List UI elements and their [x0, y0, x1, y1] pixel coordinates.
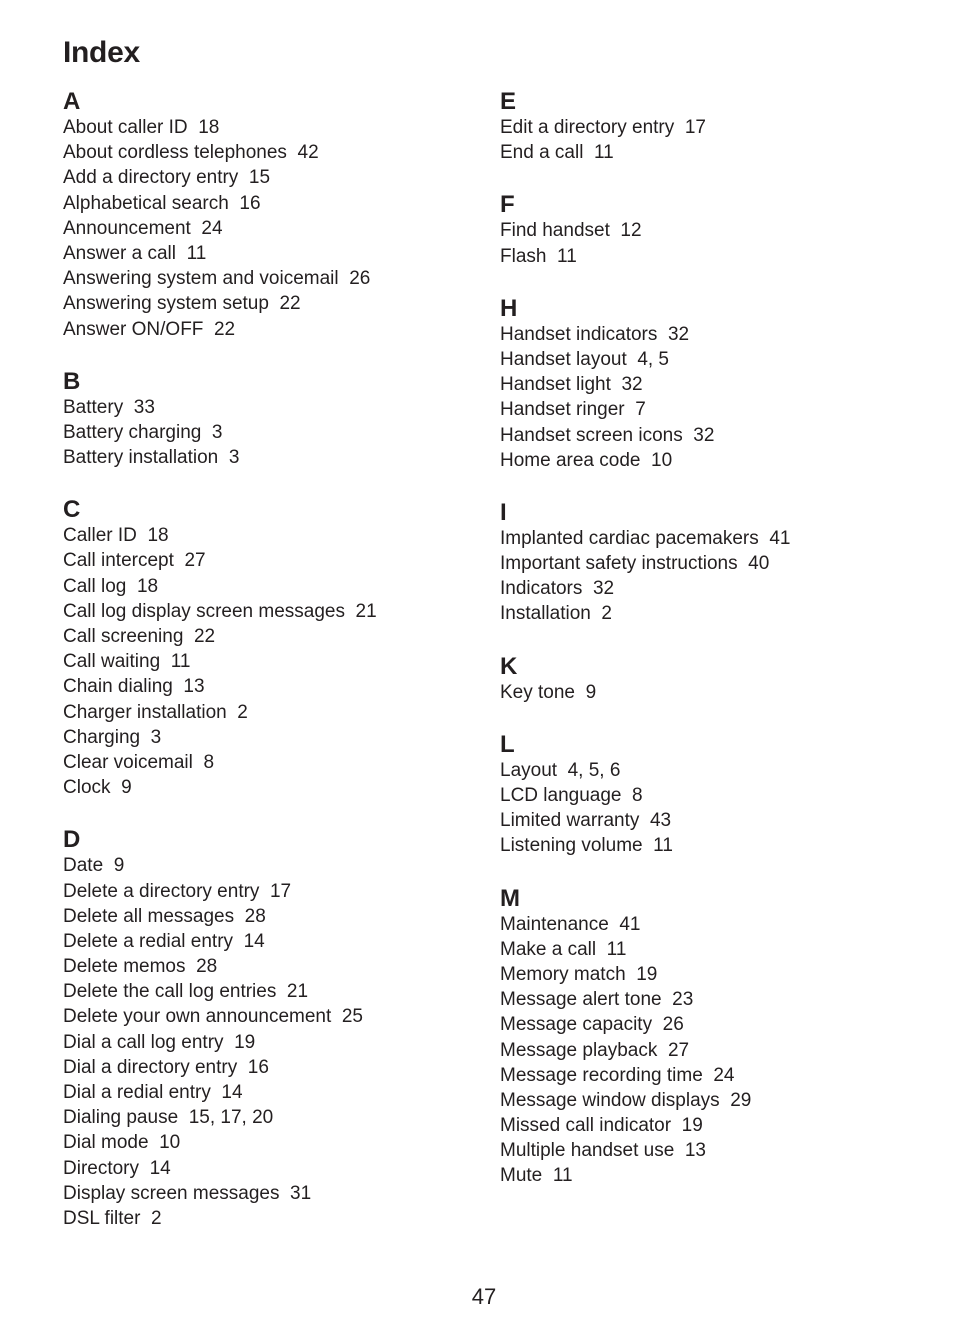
entry-page-ref: 3 [211, 421, 223, 443]
entry-page-ref: 11 [653, 835, 673, 857]
entry-page-ref: 19 [681, 1115, 703, 1137]
index-entry [63, 445, 463, 470]
entry-topic: Layout [500, 759, 558, 781]
page-number: 47 [471, 1284, 497, 1309]
entry-page-ref: 27 [667, 1039, 690, 1061]
entry-page-ref: 11 [594, 142, 614, 164]
entry-list [500, 322, 900, 473]
entry-topic: Make a call [500, 938, 597, 960]
entry-topic: DSL filter [63, 1207, 141, 1229]
entry-topic: Message window displays [500, 1089, 720, 1111]
index-entry [500, 1113, 900, 1138]
entry-page-ref: 18 [147, 525, 169, 547]
entry-topic: About cordless telephones [63, 142, 287, 164]
entry-page-ref: 3 [150, 726, 162, 748]
section-letter: I [500, 498, 507, 526]
entry-topic: Find handset [500, 220, 610, 242]
index-entry [500, 1163, 900, 1188]
entry-topic: Dial a redial entry [63, 1082, 211, 1103]
entry-topic: Delete a directory entry [63, 880, 260, 902]
entry-topic: Message capacity [500, 1014, 653, 1036]
index-entry [63, 649, 463, 674]
index-entry [500, 218, 900, 243]
index-entry [63, 904, 463, 929]
entry-page-ref: 7 [635, 399, 646, 421]
index-entry [63, 700, 463, 725]
entry-topic: Dial a directory entry [63, 1056, 238, 1078]
entry-list [500, 758, 900, 859]
index-section-f [500, 191, 900, 268]
entry-topic: Limited warranty [500, 810, 640, 832]
entry-topic: Directory [63, 1157, 140, 1179]
entry-page-ref: 21 [286, 981, 309, 1003]
index-entry [63, 599, 463, 624]
entry-page-ref: 42 [297, 142, 319, 164]
index-section-m [500, 885, 900, 1189]
entry-page-ref: 13 [684, 1140, 706, 1162]
entry-topic: Maintenance [500, 913, 609, 935]
entry-page-ref: 31 [290, 1182, 312, 1204]
index-entry [63, 216, 463, 241]
index-entry [63, 624, 463, 649]
index-entry [63, 140, 463, 165]
entry-page-ref: 26 [662, 1014, 684, 1036]
entry-page-ref: 29 [730, 1089, 752, 1111]
entry-topic: Caller ID [63, 525, 137, 547]
index-entry [500, 115, 900, 140]
entry-topic: Message alert tone [500, 989, 662, 1011]
entry-page-ref: 18 [198, 117, 220, 138]
index-entry [63, 1181, 463, 1206]
entry-page-ref: 14 [243, 930, 265, 952]
entry-page-ref: 32 [693, 424, 715, 446]
index-entry [500, 1138, 900, 1163]
index-entry [63, 395, 463, 420]
section-letter: F [500, 191, 515, 219]
index-entry [63, 115, 463, 140]
entry-page-ref: 16 [247, 1056, 269, 1078]
index-entry [500, 576, 900, 601]
entry-topic: Home area code [500, 449, 641, 471]
index-entry [500, 322, 900, 347]
index-entry [63, 853, 463, 878]
index-entry [63, 879, 463, 904]
entry-topic: Handset screen icons [500, 424, 683, 446]
index-entry [500, 758, 900, 783]
entry-topic: Delete the call log entries [63, 981, 277, 1003]
entry-topic: Answering system and voicemail [63, 268, 339, 290]
entry-page-ref: 28 [196, 956, 218, 978]
entry-topic: Battery installation [63, 447, 219, 469]
entry-page-ref: 11 [170, 651, 191, 673]
entry-page-ref: 27 [184, 550, 206, 572]
entry-page-ref: 21 [355, 600, 377, 622]
index-entry [500, 244, 900, 269]
index-entry [500, 601, 900, 626]
entry-topic: Handset layout [500, 348, 627, 370]
entry-topic: About caller ID [63, 117, 188, 138]
index-section-h [500, 295, 900, 473]
index-entry [63, 548, 463, 573]
entry-page-ref: 33 [133, 396, 155, 418]
index-entry [63, 420, 463, 445]
index-entry [63, 291, 463, 316]
index-entry [63, 954, 463, 979]
entry-list [500, 526, 900, 627]
index-section-i [500, 499, 900, 627]
entry-page-ref: 25 [341, 1006, 363, 1028]
index-entry [63, 523, 463, 548]
entry-topic: Flash [500, 245, 547, 267]
entry-page-ref: 8 [203, 751, 215, 773]
entry-topic: Answer ON/OFF [63, 318, 204, 340]
entry-topic: Indicators [500, 578, 583, 600]
entry-topic: Battery [63, 396, 124, 418]
entry-topic: Key tone [500, 681, 575, 703]
entry-page-ref: 19 [234, 1031, 256, 1053]
entry-page-ref: 24 [713, 1064, 735, 1086]
entry-page-ref: 9 [113, 855, 125, 877]
index-section-e [500, 88, 900, 165]
entry-page-ref: 11 [186, 242, 207, 264]
index-entry [500, 140, 900, 165]
entry-list [500, 680, 900, 705]
entry-page-ref: 23 [672, 989, 694, 1011]
index-entry [500, 1038, 900, 1063]
entry-topic: Battery charging [63, 421, 202, 443]
index-entry [500, 962, 900, 987]
index-entry [500, 783, 900, 808]
index-entry [63, 674, 463, 699]
section-letter: H [500, 294, 518, 322]
entry-topic: Handset light [500, 374, 611, 396]
entry-topic: Handset ringer [500, 399, 625, 421]
index-entry [500, 1012, 900, 1037]
entry-page-ref: 10 [651, 449, 673, 471]
entry-topic: Add a directory entry [63, 167, 239, 189]
section-letter: D [63, 826, 81, 854]
entry-topic: Dialing pause [63, 1107, 179, 1129]
entry-topic: Installation [500, 603, 591, 625]
page-title: Index [63, 36, 140, 69]
entry-topic: Call log [63, 575, 127, 597]
index-entry [63, 1055, 463, 1080]
entry-page-ref: 19 [636, 963, 658, 985]
entry-topic: Charging [63, 726, 141, 748]
entry-topic: LCD language [500, 785, 622, 806]
entry-topic: Delete your own announcement [63, 1006, 332, 1028]
index-entry [63, 574, 463, 599]
entry-list [500, 115, 900, 165]
entry-topic: Missed call indicator [500, 1115, 672, 1137]
entry-page-ref: 32 [621, 374, 643, 396]
entry-topic: Call log display screen messages [63, 600, 345, 622]
index-entry [63, 1105, 463, 1130]
index-entry [63, 165, 463, 190]
index-entry [63, 1004, 463, 1029]
entry-list [63, 115, 463, 342]
index-entry [500, 372, 900, 397]
section-letter: C [63, 496, 81, 524]
entry-page-ref: 4, 5, 6 [567, 759, 621, 781]
entry-topic: Mute [500, 1165, 543, 1187]
entry-page-ref: 12 [620, 220, 642, 242]
entry-topic: Clock [63, 777, 111, 799]
entry-page-ref: 26 [349, 268, 371, 290]
entry-page-ref: 9 [585, 681, 597, 703]
entry-page-ref: 4, 5 [637, 348, 670, 370]
index-entry [63, 191, 463, 216]
index-entry [63, 1080, 463, 1105]
index-entry [63, 266, 463, 291]
entry-list [500, 218, 900, 268]
entry-page-ref: 41 [769, 527, 791, 549]
entry-page-ref: 2 [601, 603, 612, 625]
index-entry [500, 526, 900, 551]
entry-topic: Dial mode [63, 1132, 149, 1154]
section-letter: B [63, 367, 81, 395]
entry-topic: Clear voicemail [63, 751, 193, 773]
entry-page-ref: 10 [159, 1132, 181, 1154]
index-section-b [63, 368, 463, 471]
entry-topic: Dial a call log entry [63, 1031, 224, 1053]
entry-page-ref: 41 [619, 913, 641, 935]
entry-page-ref: 15, 17, 20 [188, 1107, 274, 1129]
entry-topic: Display screen messages [63, 1182, 280, 1204]
entry-topic: Date [63, 855, 104, 877]
entry-page-ref: 3 [228, 447, 240, 469]
section-letter: A [63, 88, 81, 115]
entry-page-ref: 32 [667, 323, 690, 345]
index-entry [500, 987, 900, 1012]
entry-page-ref: 22 [279, 293, 301, 315]
index-entry [500, 347, 900, 372]
index-entry [500, 551, 900, 576]
entry-page-ref: 2 [151, 1207, 162, 1229]
entry-page-ref: 28 [244, 905, 266, 927]
index-entry [500, 680, 900, 705]
entry-page-ref: 17 [684, 117, 706, 138]
entry-topic: Alphabetical search [63, 192, 229, 214]
entry-topic: Call intercept [63, 550, 174, 572]
entry-page-ref: 11 [606, 938, 627, 960]
entry-page-ref: 40 [748, 553, 770, 575]
entry-page-ref: 13 [183, 676, 205, 698]
entry-list [500, 912, 900, 1189]
entry-page-ref: 2 [237, 701, 248, 723]
entry-topic: Answering system setup [63, 293, 269, 315]
index-column-left [63, 88, 463, 1257]
entry-topic: Implanted cardiac pacemakers [500, 527, 759, 549]
index-entry [63, 1130, 463, 1155]
entry-topic: Charger installation [63, 701, 227, 723]
index-entry [63, 317, 463, 342]
entry-page-ref: 14 [149, 1157, 171, 1179]
entry-page-ref: 11 [552, 1165, 573, 1187]
entry-page-ref: 18 [136, 575, 159, 597]
entry-topic: Delete memos [63, 956, 186, 978]
index-entry [500, 448, 900, 473]
index-entry [500, 808, 900, 833]
entry-topic: Message playback [500, 1039, 658, 1061]
index-entry [63, 1206, 463, 1231]
index-entry [63, 1156, 463, 1181]
entry-topic: End a call [500, 142, 584, 164]
index-entry [63, 979, 463, 1004]
section-letter: L [500, 730, 515, 758]
index-entry [500, 1088, 900, 1113]
entry-list [63, 395, 463, 471]
section-letter: M [500, 884, 520, 912]
entry-page-ref: 16 [239, 192, 261, 214]
entry-page-ref: 14 [221, 1082, 243, 1103]
entry-page-ref: 9 [121, 777, 132, 799]
entry-page-ref: 8 [632, 785, 643, 806]
index-section-a [63, 88, 463, 342]
entry-topic: Delete all messages [63, 905, 235, 927]
index-section-d [63, 826, 463, 1231]
entry-page-ref: 32 [592, 578, 615, 600]
index-entry [500, 423, 900, 448]
entry-page-ref: 15 [248, 167, 271, 189]
index-entry [500, 912, 900, 937]
entry-page-ref: 11 [557, 245, 577, 267]
index-entry [63, 775, 463, 800]
entry-topic: Answer a call [63, 242, 176, 264]
entry-page-ref: 24 [201, 217, 223, 239]
index-column-right [500, 88, 900, 1215]
entry-topic: Edit a directory entry [500, 117, 675, 138]
entry-page-ref: 22 [213, 318, 236, 340]
entry-topic: Listening volume [500, 835, 643, 857]
index-entry [500, 937, 900, 962]
entry-topic: Handset indicators [500, 323, 658, 345]
entry-topic: Announcement [63, 217, 191, 239]
entry-topic: Important safety instructions [500, 553, 738, 575]
entry-topic: Delete a redial entry [63, 930, 234, 952]
entry-topic: Call screening [63, 626, 184, 647]
index-section-c [63, 496, 463, 800]
entry-topic: Call waiting [63, 651, 161, 673]
entry-topic: Chain dialing [63, 676, 173, 698]
index-entry [500, 397, 900, 422]
index-entry [500, 1063, 900, 1088]
section-letter: K [500, 652, 518, 680]
entry-list [63, 523, 463, 800]
index-section-l [500, 731, 900, 859]
index-entry [63, 750, 463, 775]
section-letter: E [500, 88, 517, 115]
entry-page-ref: 43 [649, 810, 672, 832]
index-entry [63, 1030, 463, 1055]
entry-topic: Message recording time [500, 1064, 703, 1086]
index-entry [63, 725, 463, 750]
index-entry [63, 241, 463, 266]
index-entry [500, 833, 900, 858]
entry-page-ref: 17 [269, 880, 292, 902]
index-section-k [500, 653, 900, 705]
entry-topic: Multiple handset use [500, 1140, 675, 1162]
entry-topic: Memory match [500, 963, 626, 985]
entry-list [63, 853, 463, 1231]
index-entry [63, 929, 463, 954]
entry-page-ref: 22 [193, 626, 216, 647]
